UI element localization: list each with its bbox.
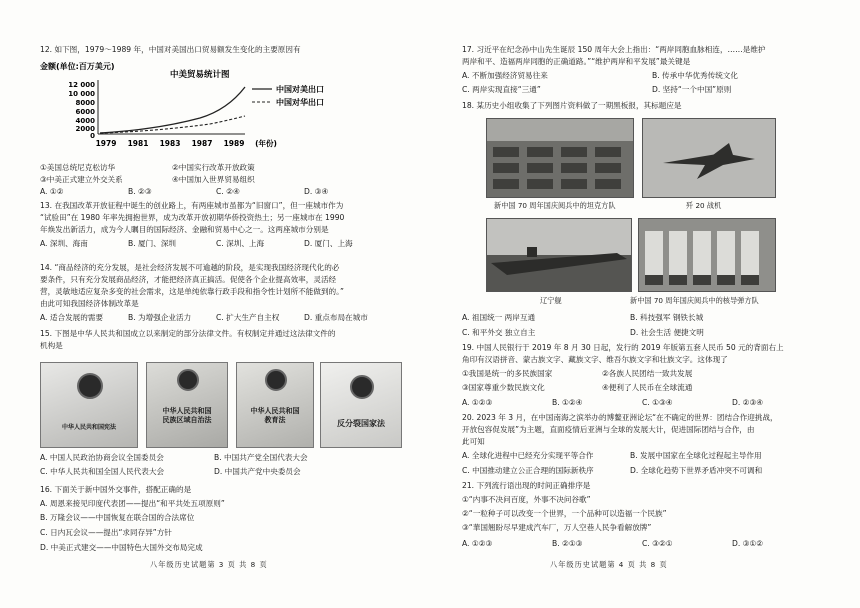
q16-option-d[interactable]: D. 中美正式建交——中国特色大国外交布局完成 [40,543,203,552]
q17-line-2: 两岸和平、造福两岸同胞的正确道路。”“维护两岸和平发展”最关键是 [462,57,691,66]
q12-stem: 12. 如下图，1979～1989 年，中国对美国出口贸易额发生变化的主要原因有 [40,45,301,54]
q21-item-2: ②“一粒种子可以改变一个世界，一个品种可以造福一个民族” [462,509,667,518]
xtick-1989: 1989 [223,139,245,148]
q12-item-3: ③中美正式建立外交关系 [40,175,123,184]
q12-item-2: ②中国实行改革开放政策 [172,163,255,172]
caption-j20: 歼 20 战机 [686,201,722,210]
national-emblem-icon [77,373,103,399]
q20-option-a[interactable]: A. 全球化进程中已经充分实现平等合作 [462,451,594,460]
q15-option-a[interactable]: A. 中国人民政治协商会议全国委员会 [40,453,164,462]
q19-item-3: ③国家尊重少数民族文化 [462,383,545,392]
ytick-10000: 10 000 [68,90,95,98]
ytick-8000: 8000 [75,99,95,107]
q19-item-2: ②各族人民团结一致共发展 [602,369,693,378]
q20-option-b[interactable]: B. 发展中国家在全球化过程起主导作用 [630,451,762,460]
xtick-1987: 1987 [191,139,213,148]
q19-line-1: 19. 中国人民银行于 2019 年 8 月 30 日起，发行的 2019 年版第五套人民币 50 元的背面右上 [462,343,784,352]
q16-option-a[interactable]: A. 周恩来接见印度代表团——提出“和平共处五项原则” [40,499,225,508]
q18-option-c[interactable]: C. 和平外交 独立自主 [462,328,536,337]
left-page-footer: 八年级历史试题第 3 页 共 8 页 [150,560,268,569]
q14-line-1: 14. “商品经济的充分发展，是社会经济发展不可逾越的阶段，是实现我国经济现代化的必 [40,263,340,272]
q13-option-c[interactable]: C. 深圳、上海 [216,239,265,248]
q18-option-d[interactable]: D. 社会生活 便捷文明 [630,328,704,337]
ytick-6000: 6000 [75,108,95,116]
q20-line-1: 20. 2023 年 3 月，在中国南海之滨举办的博鳌亚洲论坛“在不确定的世界：团结合作迎挑战， [462,413,778,422]
q14-line-4: 由此可知我国经济体制改革是 [40,299,139,308]
q16-stem: 16. 下面关于新中国外交事件，搭配正确的是 [40,485,192,494]
j20-fighter-svg [643,119,775,197]
q19-option-c[interactable]: C. ①③④ [642,398,673,407]
ytick-12000: 12 000 [68,81,95,89]
q15-option-c[interactable]: C. 中华人民共和国全国人民代表大会 [40,467,165,476]
carrier-svg [487,219,631,291]
q20-line-2: 开放包容促发展”为主题，直面疫情后亚洲与全球的发展大计，促进国际团结与合作，由 [462,425,755,434]
q16-option-b[interactable]: B. 万隆会议——中国恢复在联合国的合法席位 [40,513,195,522]
x-unit: (年份) [255,139,277,148]
law-title-2: 中华人民共和国 民族区域自治法 [162,407,212,424]
caption-carrier: 辽宁舰 [540,296,562,305]
x-tick-labels [96,138,277,148]
q16-option-c[interactable]: C. 日内瓦会议——提出“求同存异”方针 [40,528,172,537]
q18-stem: 18. 某历史小组收集了下列图片资料做了一期黑板报，其标题应是 [462,101,682,110]
q14-option-c[interactable]: C. 扩大生产自主权 [216,313,280,322]
series-china-to-us [100,87,245,133]
legend-a-label: 中国对美出口 [276,85,324,94]
caption-missile: 新中国 70 周年国庆阅兵中的核导弹方队 [630,296,759,305]
q19-item-4: ④便利了人民币在全球流通 [602,383,693,392]
ytick-2000: 2000 [75,125,95,133]
national-emblem-icon [177,369,199,391]
xtick-1983: 1983 [159,139,181,148]
photo-missile-formation [638,218,776,292]
q13-option-b[interactable]: B. 厦门、深圳 [128,239,177,248]
q12-option-b[interactable]: B. ②③ [128,187,152,196]
legend-b-label: 中国对华出口 [276,98,324,107]
q13-line-2: “试验田”在 1980 年率先拥抱世界，成为改革开放初期华侨投资热土；另一座城市在 1990 [40,213,345,222]
q17-option-d[interactable]: D. 坚持“一个中国”原则 [652,85,732,94]
photo-liaoning-carrier [486,218,632,292]
q21-option-b[interactable]: B. ②①③ [552,539,583,548]
q14-option-d[interactable]: D. 重点布局在城市 [304,313,368,322]
q18-option-a[interactable]: A. 祖国统一 两岸互通 [462,313,536,322]
q19-option-d[interactable]: D. ②③④ [732,398,764,407]
q17-option-a[interactable]: A. 不断加强经济贸易往来 [462,71,548,80]
ytick-0: 0 [90,132,95,140]
law-book-education [236,362,314,448]
law-book-constitution [40,362,138,448]
trade-chart-svg [40,60,350,162]
y-tick-labels [68,81,95,140]
q13-line-3: 年焕发出新活力，成为今人瞩目的国际经济、金融和贸易中心之一。这两座城市分别是 [40,225,329,234]
law-title-3: 中华人民共和国 教育法 [250,407,300,424]
photo-j20-fighter [642,118,776,198]
q21-option-a[interactable]: A. ①②③ [462,539,493,548]
q15-option-d[interactable]: D. 中国共产党中央委员会 [214,467,301,476]
law-title-4: 反分裂国家法 [337,419,385,428]
right-page [430,0,860,608]
q14-option-a[interactable]: A. 适合发展的需要 [40,313,104,322]
chart-title: 中美贸易统计图 [170,70,230,80]
right-page-footer: 八年级历史试题第 4 页 共 8 页 [550,560,668,569]
q19-option-b[interactable]: B. ①②④ [552,398,583,407]
chart-ylabel: 金额(单位:百万美元) [40,62,115,71]
caption-tank: 新中国 70 周年国庆阅兵中的坦克方队 [494,201,616,210]
q19-item-1: ①我国是统一的多民族国家 [462,369,553,378]
q21-item-1: ①“内事不决问百度，外事不决问谷歌” [462,495,591,504]
q13-option-d[interactable]: D. 厦门、上海 [304,239,353,248]
q21-item-3: ③“華国翘盼尽早建成汽车厂，万人空巷人民争看解放牌” [462,523,652,532]
q13-option-a[interactable]: A. 深圳、海南 [40,239,88,248]
q21-option-c[interactable]: C. ③②① [642,539,673,548]
trade-chart [40,60,350,162]
q13-line-1: 13. 在我国改革开放征程中诞生的创业路上，有两座城市虽都为“旧窗口”，但一座城市作为 [40,201,344,210]
q17-line-1: 17. 习近平在纪念孙中山先生诞辰 150 周年大会上指出：“两岸同胞血脉相连，……是维护 [462,45,766,54]
q21-option-d[interactable]: D. ③①② [732,539,764,548]
national-emblem-icon [265,369,287,391]
national-emblem-icon [350,375,374,399]
law-book-anti-secession [320,362,402,448]
q20-option-c[interactable]: C. 中国推动建立公正合理的国际新秩序 [462,466,594,475]
q20-line-3: 此可知 [462,437,485,446]
tank-formation-svg [487,119,633,197]
q12-option-d[interactable]: D. ③④ [304,187,329,196]
q14-option-b[interactable]: B. 为增强企业活力 [128,313,192,322]
q12-item-4: ④中国加入世界贸易组织 [172,175,255,184]
q20-option-d[interactable]: D. 全球化趋势下世界矛盾冲突不可调和 [630,466,763,475]
ytick-4000: 4000 [75,117,95,125]
q15-line-2: 机构是 [40,341,63,350]
q15-line-1: 15. 下图是中华人民共和国成立以来制定的部分法律文件。有权制定并通过这法律文件的 [40,329,336,338]
q17-option-c[interactable]: C. 两岸实现直接“三通” [462,85,541,94]
q17-option-b[interactable]: B. 传承中华优秀传统文化 [652,71,738,80]
q19-option-a[interactable]: A. ①②③ [462,398,493,407]
q12-item-1: ①美国总统尼克松访华 [40,163,116,172]
q19-line-2: 角印有汉语拼音、蒙古族文字、藏族文字、维吾尔族文字和壮族文字。这体现了 [462,355,728,364]
law-title-1: 中华人民共和国宪法 [61,424,116,431]
law-book-ethnic-autonomy [146,362,228,448]
q15-option-b[interactable]: B. 中国共产党全国代表大会 [214,453,308,462]
q14-line-2: 要条件，只有充分发展商品经济，才能把经济真正搞活。促使各个企业提高效率，灵活经 [40,275,337,284]
xtick-1979: 1979 [95,139,117,148]
q14-line-3: 营，灵敏地适应复杂多变的社会需求，这是单纯依靠行政手段和指令性计划所不能做到的。” [40,287,344,296]
photo-tank-formation [486,118,634,198]
q18-option-b[interactable]: B. 科技强军 钢铁长城 [630,313,704,322]
xtick-1981: 1981 [127,139,149,148]
missile-formation-svg [639,219,775,291]
q21-stem: 21. 下列流行语出现的时间正确排序是 [462,481,591,490]
q12-option-a[interactable]: A. ①② [40,187,64,196]
q12-option-c[interactable]: C. ②④ [216,187,240,196]
